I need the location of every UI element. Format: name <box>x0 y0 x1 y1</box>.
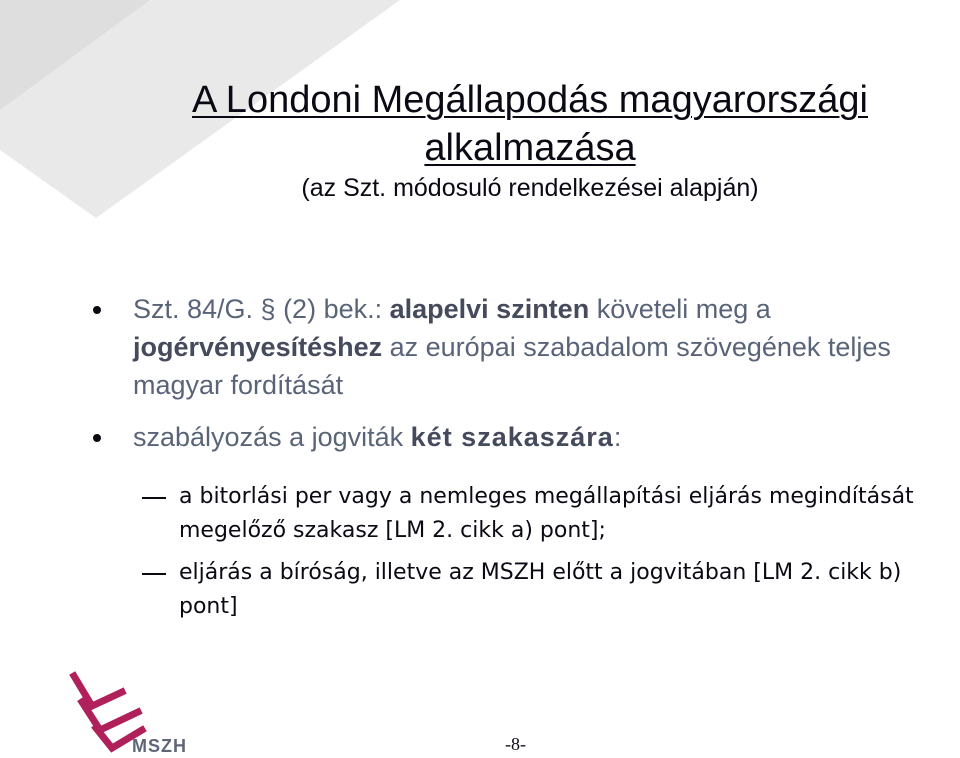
page-number: -8- <box>505 734 526 754</box>
sub-item-2 <box>142 556 952 624</box>
bullet-list <box>88 290 958 456</box>
bullet1-text-3: az európai szabadalom szövegének teljes magyar fordítását <box>133 332 891 400</box>
bullet2-emphasis-1: két szakaszára <box>410 422 614 452</box>
sub-item-text: eljárás a bíróság, illetve az MSZH előtt a jogvitában [LM 2. cikk b) pont] <box>179 560 902 619</box>
bullet1-emphasis-1: alapelvi szinten <box>389 294 590 324</box>
dash-icon <box>142 497 166 499</box>
slide-subtitle: (az Szt. módosuló rendelkezései alapján) <box>301 174 759 202</box>
bullet1-emphasis-2: jogérvényesítéshez <box>133 332 383 362</box>
slide-title: A Londoni Megállapodás magyarországi alkalmazása <box>192 79 868 169</box>
sub-list <box>142 480 952 632</box>
bullet2-text-1: szabályozás a jogviták <box>133 422 411 452</box>
sub-item-1 <box>142 480 952 548</box>
dash-icon <box>142 573 166 575</box>
bullet-dot-icon <box>93 306 101 314</box>
bullet1-text-2: követeli meg a <box>589 294 771 324</box>
sub-item-text: a bitorlási per vagy a nemleges megállapítási eljárás megindítását megelőző szakasz [LM 2. cikk a) pont]; <box>179 484 914 543</box>
logo-text: MSZH <box>132 736 187 756</box>
bullet-dot-icon <box>93 434 101 442</box>
bullet2-text-2: : <box>613 422 622 452</box>
bullet1-text-1: Szt. 84/G. § (2) bek.: <box>133 294 390 324</box>
bullet-item-1 <box>88 290 958 404</box>
bullet-item-2 <box>88 418 958 456</box>
